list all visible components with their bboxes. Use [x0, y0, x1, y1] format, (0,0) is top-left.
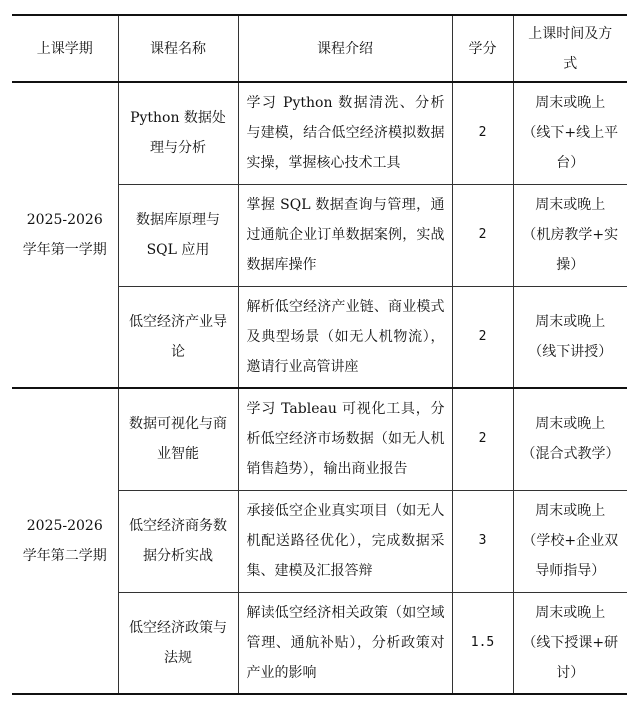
- course-intro: 学习 Tableau 可视化工具，分析低空经济市场数据（如无人机销售趋势），输出商业报告: [238, 388, 452, 490]
- course-schedule-table: [12, 14, 627, 695]
- course-intro: 承接低空企业真实项目（如无人机配送路径优化），完成数据采集、建模及汇报答辩: [238, 490, 452, 592]
- course-schedule: 周末或晚上（学校+企业双导师指导）: [513, 490, 627, 592]
- course-schedule: 周末或晚上（机房教学+实操）: [513, 184, 627, 286]
- header-semester: 上课学期: [12, 15, 118, 82]
- course-name: 数据库原理与 SQL 应用: [118, 184, 238, 286]
- semester-cell: 2025-2026学年第二学期: [12, 388, 118, 694]
- header-credits: 学分: [452, 15, 513, 82]
- course-intro: 解读低空经济相关政策（如空域管理、通航补贴），分析政策对产业的影响: [238, 592, 452, 694]
- course-credits: 2: [452, 286, 513, 388]
- course-schedule: 周末或晚上（线下+线上平台）: [513, 82, 627, 184]
- header-row: [12, 15, 627, 82]
- course-intro: 解析低空经济产业链、商业模式及典型场景（如无人机物流），邀请行业高管讲座: [238, 286, 452, 388]
- table-row: [12, 388, 627, 490]
- course-credits: 2: [452, 184, 513, 286]
- course-intro: 学习 Python 数据清洗、分析与建模，结合低空经济模拟数据实操，掌握核心技术工具: [238, 82, 452, 184]
- table-row: [12, 82, 627, 184]
- header-course-intro: 课程介绍: [238, 15, 452, 82]
- course-schedule: 周末或晚上（线下讲授）: [513, 286, 627, 388]
- semester-cell: 2025-2026学年第一学期: [12, 82, 118, 388]
- course-name: Python 数据处理与分析: [118, 82, 238, 184]
- course-credits: 1.5: [452, 592, 513, 694]
- course-intro: 掌握 SQL 数据查询与管理，通过通航企业订单数据案例，实战数据库操作: [238, 184, 452, 286]
- course-credits: 3: [452, 490, 513, 592]
- course-name: 低空经济产业导论: [118, 286, 238, 388]
- course-credits: 2: [452, 82, 513, 184]
- course-schedule: 周末或晚上（线下授课+研讨）: [513, 592, 627, 694]
- course-name: 数据可视化与商业智能: [118, 388, 238, 490]
- header-course-name: 课程名称: [118, 15, 238, 82]
- course-name: 低空经济商务数据分析实战: [118, 490, 238, 592]
- course-schedule: 周末或晚上（混合式教学）: [513, 388, 627, 490]
- course-name: 低空经济政策与法规: [118, 592, 238, 694]
- course-credits: 2: [452, 388, 513, 490]
- header-time-mode: 上课时间及方式: [513, 15, 627, 82]
